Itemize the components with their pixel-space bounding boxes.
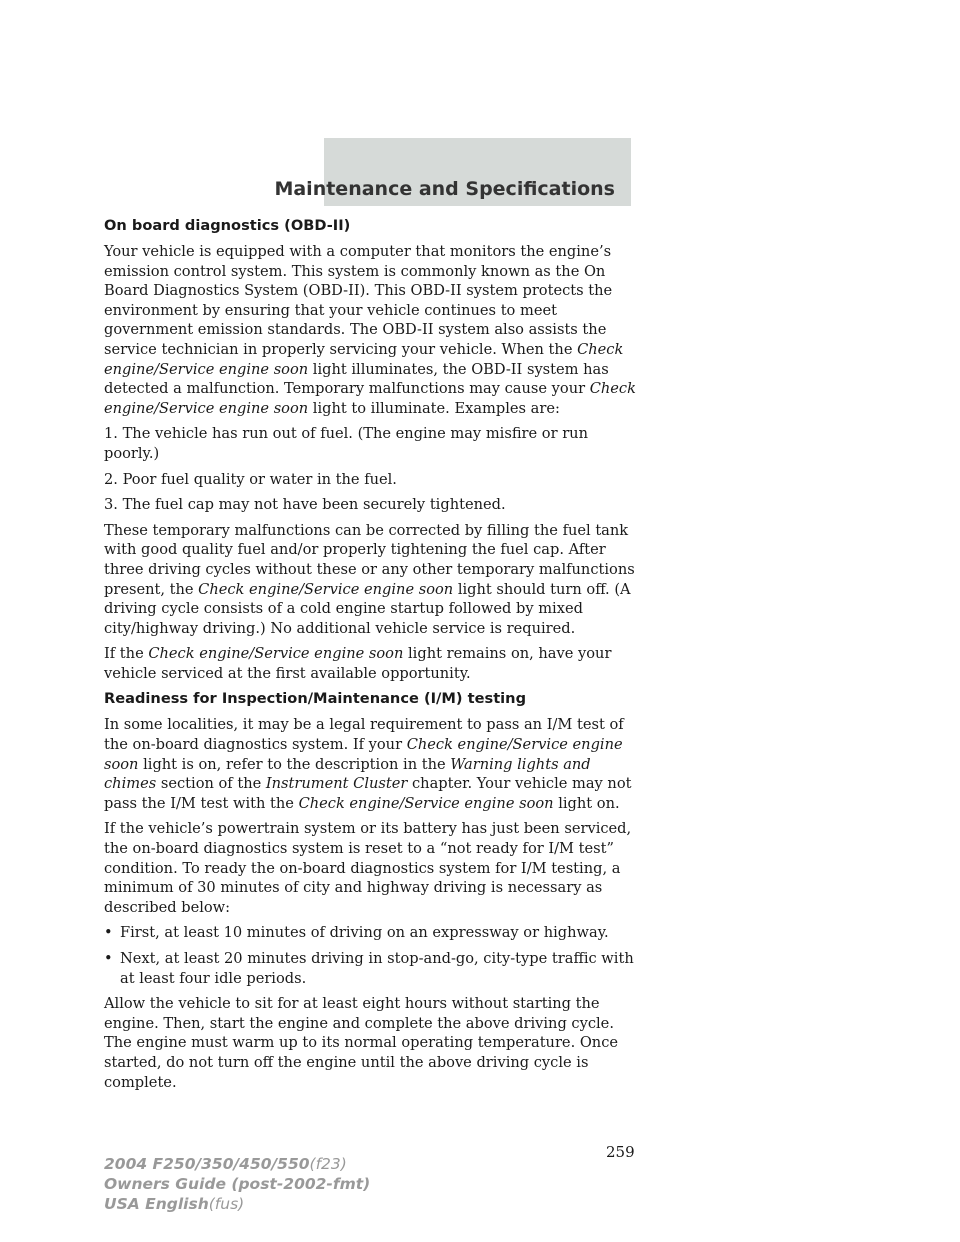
bullet-icon: • bbox=[104, 924, 113, 942]
im-testing-heading: Readiness for Inspection/Maintenance (I/M) testing bbox=[104, 690, 527, 708]
bullet-icon: • bbox=[104, 950, 113, 967]
footer-line-guide: Owners Guide (post-2002-fmt) bbox=[104, 1175, 371, 1193]
section-title: Maintenance and Specifications bbox=[274, 178, 615, 200]
drive-cycle-paragraph: Allow the vehicle to sit for at least eight hours without starting the engine. Then, start the engine and complete the above driving cycle. The engine must warm up to its normal operating temperature. Once started, do not turn off the engine until the above driving cycle is complete. bbox=[104, 995, 619, 1091]
page-number: 259 bbox=[606, 1143, 635, 1161]
example-item: 1. The vehicle has run out of fuel. (The engine may misfire or run poorly.) bbox=[104, 425, 588, 462]
light-remains-paragraph: If the Check engine/Service engine soon light remains on, have your vehicle serviced at the first available opportunity. bbox=[104, 645, 612, 682]
page-content bbox=[104, 216, 644, 1098]
bullet-item: • Next, at least 20 minutes driving in stop-and-go, city-type traffic with at least four idle periods. bbox=[104, 950, 634, 987]
example-item: 3. The fuel cap may not have been securely tightened. bbox=[104, 496, 506, 514]
obd-heading: On board diagnostics (OBD-II) bbox=[104, 217, 351, 234]
bullet-item: • First, at least 10 minutes of driving on an expressway or highway. bbox=[104, 924, 609, 942]
reset-paragraph: If the vehicle’s powertrain system or its battery has just been serviced, the on-board diagnostics system is reset to a “not ready for I/M test” condition. To ready the on-board diagnostics system for I/M testing, a minimum of 30 minutes of city and highway driving is necessary as described below: bbox=[104, 820, 632, 916]
example-item: 2. Poor fuel quality or water in the fuel. bbox=[104, 470, 397, 488]
obd-intro-paragraph: Your vehicle is equipped with a computer that monitors the engine’s emission control system. This system is commonly known as the On Board Diagnostics System (OBD-II). This OBD-II system protects the environment by ensuring that your vehicle continues to meet government emission standards. The OBD-II system also assists the service technician in properly servicing your vehicle. When the Check engine/Service engine soon light illuminates, the OBD-II system has detected a malfunction. Temporary malfunctions may cause your Check engine/Service engine soon light to illuminate. Examples are: bbox=[104, 243, 636, 417]
footer-line-model: 2004 F250/350/450/550(f23) bbox=[104, 1155, 347, 1173]
footer-line-language: USA English(fus) bbox=[104, 1195, 245, 1213]
correction-paragraph: These temporary malfunctions can be corrected by filling the fuel tank with good quality fuel and/or properly tightening the fuel cap. After three driving cycles without these or any other temporary malfunctions present, the Check engine/Service engine soon light should turn off. (A driving cycle consists of a cold engine startup followed by mixed city/highway driving.) No additional vehicle service is required. bbox=[104, 521, 635, 637]
section-header-band bbox=[274, 138, 631, 206]
im-test-paragraph: In some localities, it may be a legal requirement to pass an I/M test of the on-board diagnostics system. If your Check engine/Service engine soon light is on, refer to the description in the Warning lights and chimes section of the Instrument Cluster chapter. Your vehicle may not pass the I/M test with the Check engine/Service engine soon light on. bbox=[104, 716, 632, 812]
document-footer bbox=[104, 1154, 370, 1214]
